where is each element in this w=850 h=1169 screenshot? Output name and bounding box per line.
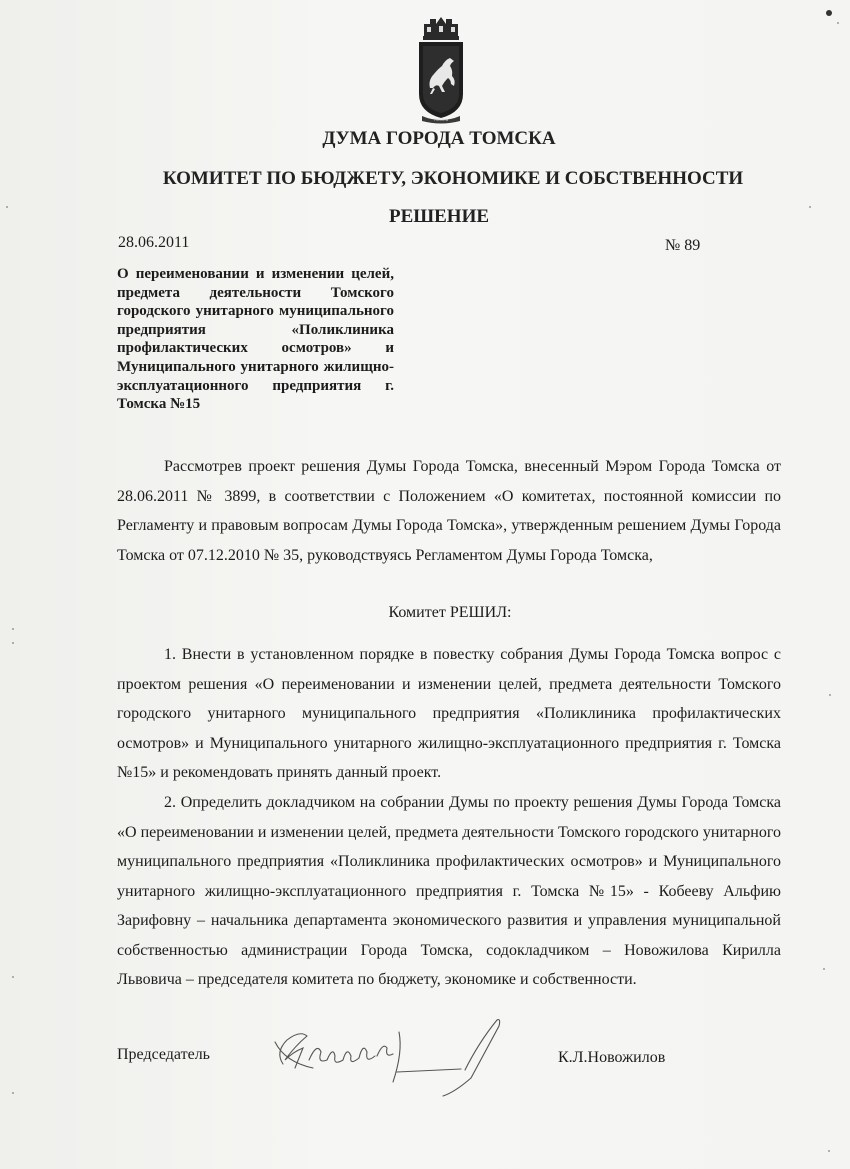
- organization-title: ДУМА ГОРОДА ТОМСКА: [322, 128, 556, 149]
- decision-item-2: 2. Определить докладчиком на собрании Думы по проекту решения Думы Города Томска «О переименовании и изменении целей, предмета деятельности Томского городского унитарного муниципального предприятия «Поликлиника профилактических осмотров» и Муниципального унитарного жилищно-эксплуатационного предприятия г. Томска №15» - Кобееву Альфию Зарифовну – начальника департамента экономического развития и управления муниципальной собственностью администрации Города Томска, содокладчиком – Новожилова Кирилла Львовича – председателя комитета по бюджету, экономике и собственности.: [117, 794, 781, 988]
- intro-paragraph: Рассмотрев проект решения Думы Города Томска, внесенный Мэром Города Томска от 28.06.2011 № 3899, в соответствии с Положением «О комитетах, постоянной комиссии по Регламенту и правовым вопросам Думы Города Томска», утвержденным решением Думы Города Томска от 07.12.2010 № 35, руководствуясь Регламентом Думы Города Томска,: [117, 458, 781, 564]
- document-type: РЕШЕНИЕ: [388, 206, 490, 227]
- decision-item-1: 1. Внести в установленном порядке в повестку собрания Думы Города Томска вопрос с проектом решения «О переименовании и изменении целей, предмета деятельности Томского городского унитарного муниципального предприятия «Поликлиника профилактических осмотров» и Муниципального унитарного жилищно-эксплуатационного предприятия г. Томска №15» и рекомендовать принять данный проект.: [117, 646, 781, 781]
- document-number: № 89: [665, 237, 701, 254]
- committee-title: КОМИТЕТ ПО БЮДЖЕТУ, ЭКОНОМИКЕ И СОБСТВЕННОСТИ: [162, 168, 744, 189]
- decision-heading: Комитет РЕШИЛ:: [388, 604, 512, 621]
- handwritten-signature: [265, 1012, 515, 1102]
- signatory-name: К.Л.Новожилов: [558, 1049, 666, 1066]
- svg-text:ТОМСКЪ: ТОМСКЪ: [433, 118, 449, 122]
- signatory-position: Председатель: [117, 1046, 210, 1063]
- document-subject: О переименовании и изменении целей, предмета деятельности Томского городского унитарного муниципального предприятия «Поликлиника профилактических осмотров» и Муниципального унитарного жилищно-эксплуатационного предприятия г. Томска №15: [117, 266, 394, 413]
- document-date: 28.06.2011: [118, 234, 190, 251]
- tomsk-coat-of-arms-icon: [414, 14, 468, 126]
